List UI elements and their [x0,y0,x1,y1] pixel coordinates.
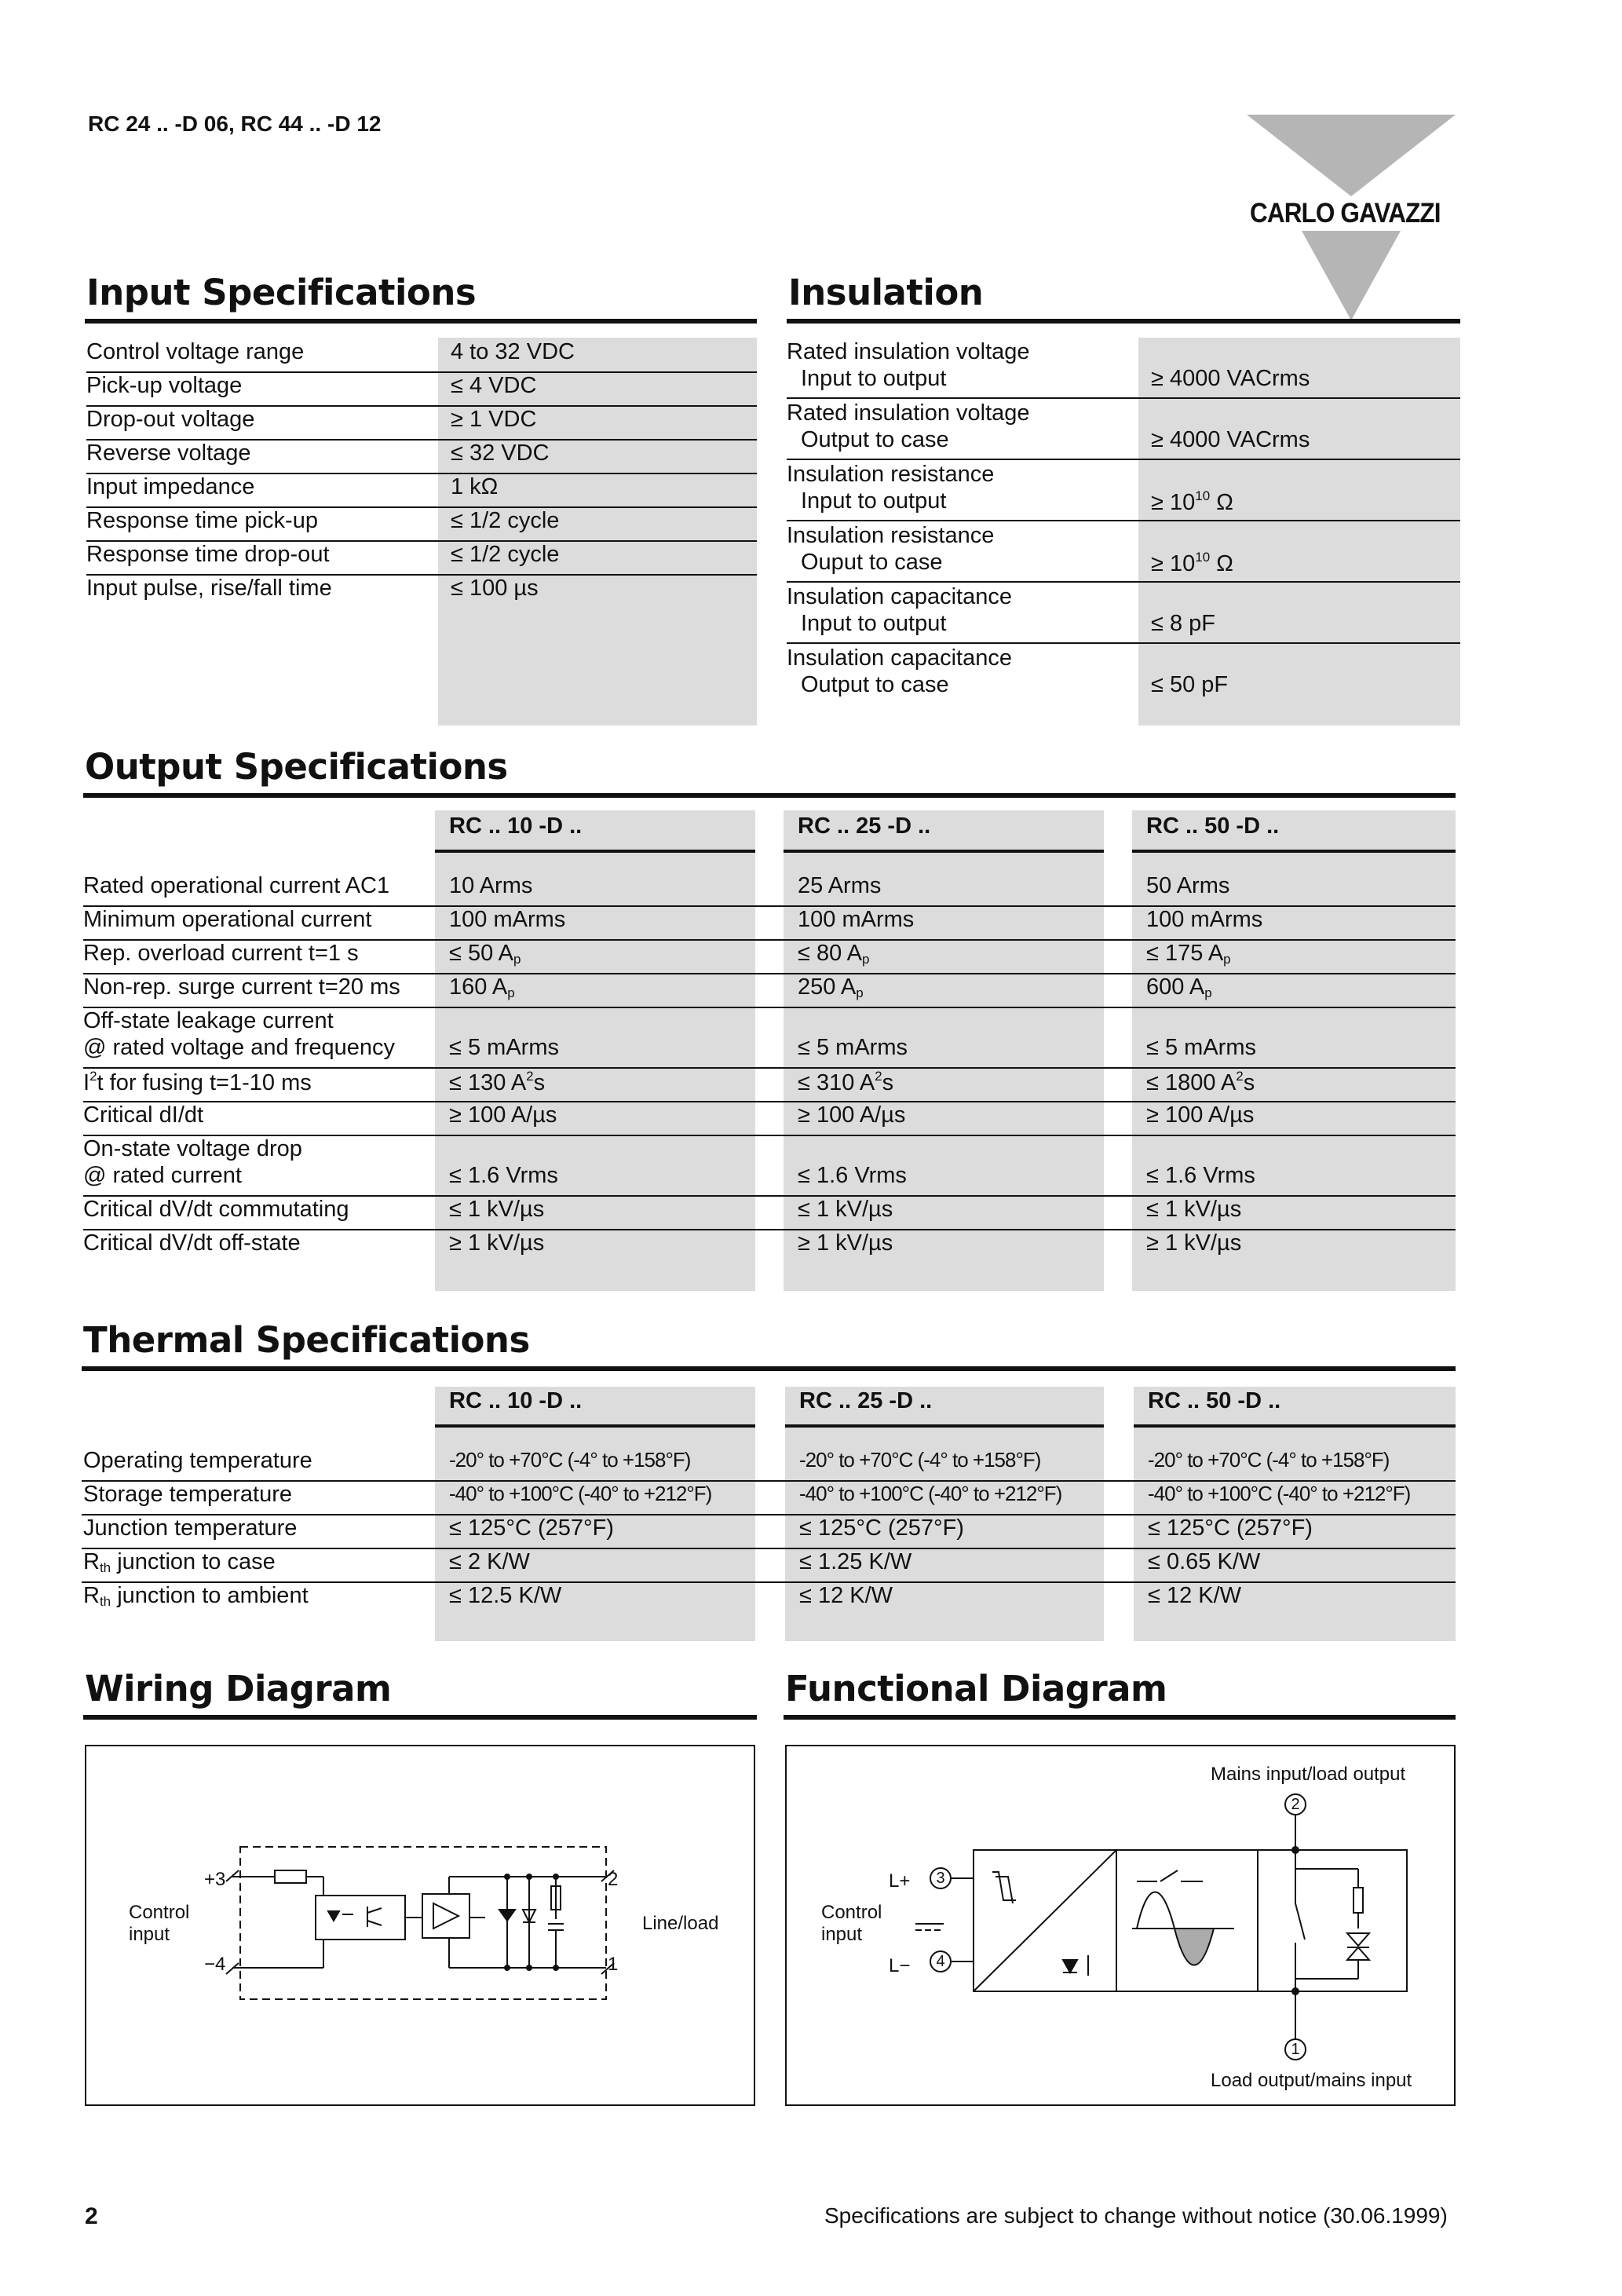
insulation-value-bg [1138,338,1460,726]
insulation-sublabel: Input to output [801,611,947,636]
insulation-label: Insulation resistance [787,462,995,487]
output-column-header: RC .. 10 -D .. [449,813,583,839]
output-spec-value: ≥ 100 A/µs [449,1102,557,1128]
functional-control-input-label: Control input [821,1902,882,1945]
output-spec-value: ≤ 1 kV/µs [1146,1197,1242,1222]
insulation-label: Insulation capacitance [787,645,1012,671]
output-spec-value: ≤ 1 kV/µs [449,1197,545,1222]
output-spec-value: ≤ 310 $A^2s$ [798,1069,894,1095]
thermal-spec-value: ≤ 125°C (257°F) [1148,1515,1313,1541]
insulation-value: ≤ 8 pF [1151,611,1216,636]
output-spec-value: ≤ 175 $A_p$ [1146,941,1231,967]
output-spec-value: ≤ 5 mArms [1146,1035,1256,1060]
output-spec-label: $I^2t$ for fusing t=1-10 ms [83,1069,312,1095]
thermal-spec-value: ≤ 0.65 K/W [1148,1549,1261,1574]
output-spec-value: ≥ 100 A/µs [1146,1102,1255,1128]
thermal-spec-label: $R_{th}$ junction to ambient [83,1583,309,1609]
insulation-value: ≥ $10^{10}$ Ω [1151,550,1233,576]
output-spec-rule [83,793,1456,798]
output-spec-value: 600 $A_p$ [1146,974,1212,1000]
column-header-rule [1134,1424,1456,1428]
thermal-spec-value: ≤ 12 K/W [1148,1583,1242,1608]
output-spec-value: ≤ 1.6 Vrms [798,1163,907,1188]
thermal-spec-rule [82,1366,1456,1371]
thermal-spec-value: -20° to +70°C (-4° to +158°F) [1148,1448,1390,1472]
row-divider [787,397,1460,399]
output-spec-value: ≤ 80 $A_p$ [798,941,870,967]
row-divider [787,459,1460,460]
functional-mains-bottom-label: Load output/mains input [1211,2070,1412,2091]
output-column-header: RC .. 50 -D .. [1146,813,1280,839]
functional-terminal-4: 4 [930,1951,952,1972]
thermal-spec-value: -40° to +100°C (-40° to +212°F) [1148,1482,1411,1505]
insulation-sublabel: Output to case [801,672,949,697]
input-spec-label: Input pulse, rise/fall time [86,576,332,601]
functional-diagram [785,1745,1456,2106]
output-spec-value: ≤ 5 mArms [449,1035,559,1060]
output-spec-label: Off-state leakage current [83,1008,334,1033]
input-spec-label: Drop-out voltage [86,407,255,432]
functional-lminus-label: L− [889,1955,911,1976]
thermal-spec-label: Storage temperature [83,1482,292,1507]
wiring-terminal-2: 2 [608,1869,619,1890]
thermal-spec-value: -20° to +70°C (-4° to +158°F) [799,1448,1041,1472]
insulation-label: Insulation resistance [787,523,995,548]
output-column-header: RC .. 25 -D .. [798,813,931,839]
thermal-spec-label: Operating temperature [83,1448,312,1473]
column-header-rule [435,850,755,853]
wiring-diagram [85,1745,755,2106]
thermal-spec-value: ≤ 125°C (257°F) [449,1515,614,1541]
thermal-spec-value: ≤ 12.5 K/W [449,1583,562,1608]
thermal-spec-value: ≤ 125°C (257°F) [799,1515,964,1541]
input-spec-value: ≤ 32 VDC [451,441,550,466]
output-spec-label: Rep. overload current t=1 s [83,941,359,966]
input-spec-label: Pick-up voltage [86,373,243,398]
thermal-spec-value: ≤ 1.25 K/W [799,1549,912,1574]
insulation-label: Rated insulation voltage [787,339,1030,364]
output-spec-value: ≤ 130 $A^2s$ [449,1069,546,1095]
input-spec-label: Response time drop-out [86,542,330,567]
output-spec-label: @ rated voltage and frequency [83,1035,396,1060]
output-spec-value: ≥ 1 kV/µs [449,1230,545,1256]
input-spec-value: ≤ 100 µs [451,576,539,601]
page-number: 2 [85,2203,98,2229]
wiring-line-load-label: Line/load [642,1913,719,1934]
output-spec-value: 25 Arms [798,873,882,898]
output-spec-value: ≤ 5 mArms [798,1035,908,1060]
input-spec-label: Reverse voltage [86,441,251,466]
output-spec-label: Minimum operational current [83,907,372,932]
column-header-rule [435,1424,755,1428]
insulation-value: ≥ $10^{10}$ Ω [1151,488,1233,515]
functional-terminal-3: 3 [930,1867,952,1889]
thermal-column-header: RC .. 10 -D .. [449,1388,583,1413]
output-spec-label: Non-rep. surge current t=20 ms [83,974,400,1000]
row-divider [787,581,1460,583]
output-spec-label: On-state voltage drop [83,1136,302,1161]
output-spec-label: Rated operational current AC1 [83,873,390,898]
insulation-value: ≤ 50 pF [1151,672,1229,697]
output-spec-label: Critical dV/dt off-state [83,1230,301,1256]
thermal-column-header: RC .. 50 -D .. [1148,1388,1281,1413]
insulation-sublabel: Output to case [801,427,949,452]
model-header: RC 24 .. -D 06, RC 44 .. -D 12 [88,112,382,136]
column-header-rule [784,850,1104,853]
wiring-terminal-3: +3 [204,1869,226,1890]
wiring-title: Wiring Diagram [85,1668,392,1709]
functional-terminal-2: 2 [1284,1793,1306,1815]
input-spec-value: ≤ 4 VDC [451,373,537,398]
output-spec-value: ≤ 1.6 Vrms [1146,1163,1255,1188]
insulation-label: Insulation capacitance [787,584,1012,609]
output-spec-value: ≥ 100 A/µs [798,1102,906,1128]
insulation-sublabel: Ouput to case [801,550,943,575]
input-spec-label: Input impedance [86,474,255,499]
insulation-sublabel: Input to output [801,488,947,514]
thermal-spec-value: -40° to +100°C (-40° to +212°F) [449,1482,712,1505]
input-spec-value: ≤ 1/2 cycle [451,542,560,567]
output-spec-title: Output Specifications [85,746,508,788]
thermal-spec-value: ≤ 12 K/W [799,1583,893,1608]
brand-name: CARLO GAVAZZI [1250,198,1441,229]
input-spec-value: ≥ 1 VDC [451,407,537,432]
thermal-spec-title: Thermal Specifications [83,1319,530,1361]
input-spec-value: 1 kΩ [451,474,499,499]
wiring-control-input-label: Control input [129,1902,190,1945]
input-spec-label: Response time pick-up [86,508,318,533]
functional-mains-top-label: Mains input/load output [1211,1764,1406,1785]
output-spec-label: Critical dV/dt commutating [83,1197,349,1222]
output-spec-value: 10 Arms [449,873,533,898]
functional-terminal-1: 1 [1284,2038,1306,2060]
output-spec-value: 160 $A_p$ [449,974,515,1000]
row-divider [787,642,1460,644]
output-spec-label: @ rated current [83,1163,242,1188]
functional-rule [784,1715,1456,1720]
input-spec-title: Input Specifications [86,272,477,313]
row-divider [787,520,1460,521]
functional-schematic-icon [787,1746,1457,2108]
output-spec-value: 100 mArms [449,907,566,932]
output-spec-value: 100 mArms [798,907,915,932]
thermal-spec-value: -40° to +100°C (-40° to +212°F) [799,1482,1062,1505]
thermal-spec-value: -20° to +70°C (-4° to +158°F) [449,1448,691,1472]
insulation-sublabel: Input to output [801,366,947,391]
output-spec-value: ≤ 50 $A_p$ [449,941,521,967]
functional-lplus-label: L+ [889,1870,911,1892]
output-spec-value: ≤ 1.6 Vrms [449,1163,558,1188]
output-spec-value: ≤ 1800 $A^2s$ [1146,1069,1255,1095]
output-spec-value: ≤ 1 kV/µs [798,1197,893,1222]
output-spec-label: Critical dI/dt [83,1102,204,1128]
output-spec-value: ≥ 1 kV/µs [1146,1230,1242,1256]
wiring-terminal-1: 1 [608,1954,619,1975]
footer-notice: Specifications are subject to change without notice (30.06.1999) [824,2203,1448,2228]
wiring-rule [83,1715,757,1720]
wiring-terminal-4: −4 [204,1954,226,1975]
output-spec-value: ≥ 1 kV/µs [798,1230,893,1256]
insulation-rule [787,319,1460,324]
input-spec-label: Control voltage range [86,339,305,364]
input-spec-value: 4 to 32 VDC [451,339,575,364]
wiring-schematic-icon [86,1746,757,2108]
column-header-rule [1132,850,1456,853]
output-spec-value: 50 Arms [1146,873,1230,898]
column-header-rule [785,1424,1104,1428]
insulation-value: ≥ 4000 VACrms [1151,427,1310,452]
input-spec-value: ≤ 1/2 cycle [451,508,560,533]
insulation-value: ≥ 4000 VACrms [1151,366,1310,391]
insulation-label: Rated insulation voltage [787,400,1030,426]
input-spec-rule [85,319,757,324]
output-spec-value: 250 $A_p$ [798,974,864,1000]
output-spec-value: 100 mArms [1146,907,1263,932]
thermal-spec-label: Junction temperature [83,1515,298,1541]
functional-title: Functional Diagram [785,1668,1167,1709]
thermal-spec-value: ≤ 2 K/W [449,1549,530,1574]
insulation-title: Insulation [788,272,984,313]
thermal-spec-label: $R_{th}$ junction to case [83,1549,276,1575]
thermal-column-header: RC .. 25 -D .. [799,1388,933,1413]
